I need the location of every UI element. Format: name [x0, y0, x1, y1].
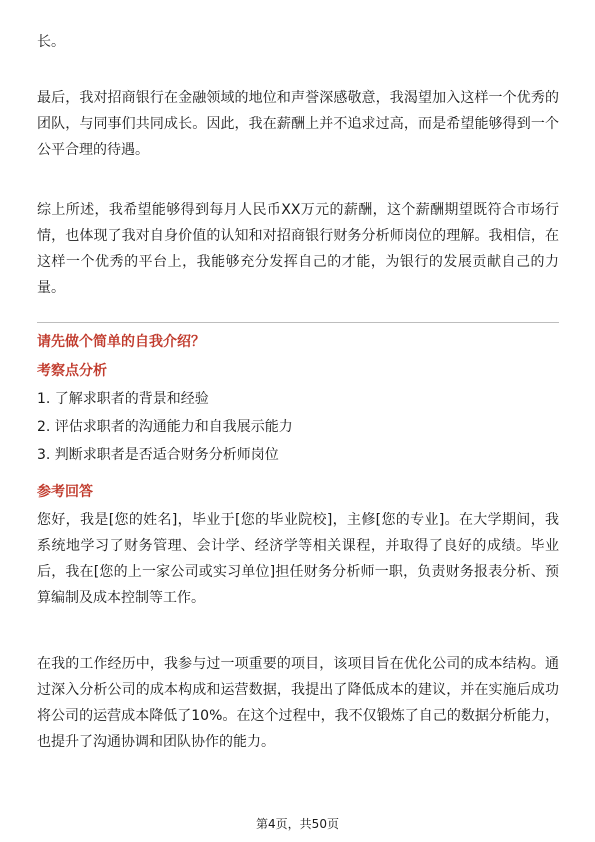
paragraph-salary-summary: 综上所述，我希望能够得到每月人民币XX万元的薪酬，这个薪酬期望既符合市场行情，也体现了我对自身价值的认知和对招商银行财务分析师岗位的理解。我相信，在这样一个优秀的平台上，我能够充分发挥自己的才能，为银行的发展贡献自己的力量。: [37, 202, 559, 296]
paragraph-continuation: 长。: [37, 34, 65, 50]
answer-paragraph-intro: 您好，我是[您的姓名]，毕业于[您的毕业院校]，主修[您的专业]。在大学期间，我系统地学习了财务管理、会计学、经济学等相关课程，并取得了良好的成绩。毕业后，我在[您的上一家公司或实习单位]担任财务分析师一职，负责财务报表分析、预算编制及成本控制等工作。: [37, 512, 559, 606]
list-item: 2. 评估求职者的沟通能力和自我展示能力: [37, 419, 293, 435]
analysis-title: 考察点分析: [37, 363, 107, 379]
analysis-list: [37, 385, 293, 469]
answer-paragraph-experience: 在我的工作经历中，我参与过一项重要的项目，该项目旨在优化公司的成本结构。通过深入分析公司的成本构成和运营数据，我提出了降低成本的建议，并在实施后成功将公司的运营成本降低了10%。在这个过程中，我不仅锻炼了自己的数据分析能力，也提升了沟通协调和团队协作的能力。: [37, 656, 559, 750]
list-item: 3. 判断求职者是否适合财务分析师岗位: [37, 447, 279, 463]
list-item: 1. 了解求职者的背景和经验: [37, 391, 209, 407]
question-title: 请先做个简单的自我介绍？: [37, 334, 205, 350]
answer-title: 参考回答: [37, 484, 93, 500]
page-number: 第4页，共50页: [256, 817, 339, 831]
paragraph-salary-reason: 最后，我对招商银行在金融领域的地位和声誉深感敬意，我渴望加入这样一个优秀的团队，与同事们共同成长。因此，我在薪酬上并不追求过高，而是希望能够得到一个公平合理的待遇。: [37, 90, 559, 158]
section-divider: [37, 322, 559, 323]
